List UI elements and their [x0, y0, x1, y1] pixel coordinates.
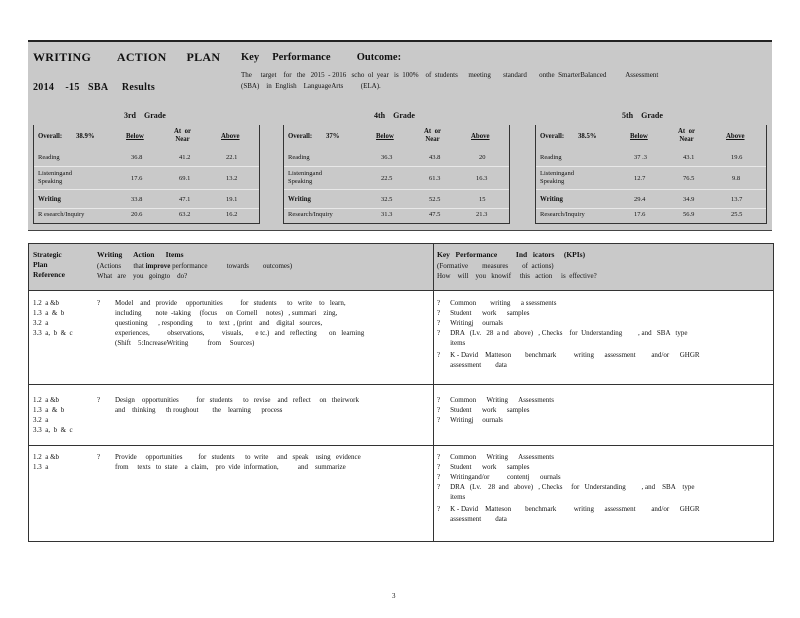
col-above: Above [471, 133, 490, 140]
grade-4-title: 4th Grade [374, 111, 415, 120]
row-3-action: Provide opportunities for students to write and speak using evidence from texts to state a claim, pro vide information, and summarize [115, 453, 361, 471]
table-row: Reading 36.3 43.8 20 [284, 151, 509, 167]
col-at-near: At or Near [424, 128, 441, 143]
table-row: Listeningand Speaking 12.7 76.5 9.8 [536, 169, 766, 190]
grade-4-table [283, 125, 510, 224]
grade-3-table [33, 125, 260, 224]
kpo-text-line2: (SBA) in English LanguageArts (ELA). [241, 82, 381, 90]
sba-results-heading: 2014 -15 SBA Results [33, 82, 156, 93]
row-2-refs: 1.2 a &b 1.3 a & b 3.2 a 3.3 a, b & c [33, 396, 73, 434]
bullet-marker: ? [97, 299, 101, 307]
bullet-marker: ? [97, 396, 101, 404]
col-below: Below [630, 133, 648, 140]
table-row: Listeningand Speaking 17.6 69.1 13.2 [34, 169, 259, 190]
action-plan-table [28, 243, 774, 542]
col-writing-action-question: What are you goingto do? [97, 272, 188, 280]
col-below: Below [126, 133, 144, 140]
table-row: Research/Inquiry 17.6 56.9 25.5 [540, 211, 743, 218]
col-writing-action-items: Writing Action Items [97, 250, 184, 259]
overall-value: 37% [326, 133, 340, 140]
grade-5-table [535, 125, 767, 224]
row-2-kpis: ? Common Writing Assessments ? Student work samples ? Writingj ournals [437, 396, 554, 424]
row-1-action: Model and provide opportunities for students to write to learn, including note -taking (focus on Cornell notes) , summari zing, questioning , responding to text , (print and digital sources, experiences, observations, visuals, e tc.) and reflecting on learning (Shift 5:IncreaseWriting from Sources) [115, 299, 365, 347]
kpo-label: Key Performance Outcome: [241, 52, 402, 63]
col-above: Above [726, 133, 745, 140]
table-row: Listeningand Speaking 22.5 61.3 16.3 [284, 169, 509, 190]
col-above: Above [221, 133, 240, 140]
table-row: Writing 32.5 52.5 15 [284, 193, 509, 209]
table-row: Writing 33.8 47.1 19.1 [34, 193, 259, 209]
column-divider [433, 244, 434, 541]
table-header [29, 244, 773, 291]
col-at-near: At or Near [678, 128, 695, 143]
page-number: 3 [392, 592, 396, 600]
col-below: Below [376, 133, 394, 140]
col-kpis-question: How will you knowif this action is effective? [437, 272, 597, 280]
row-2-action: Design opportunities for students to revise and reflect on theirwork and thinking th roughout the learning process [115, 396, 359, 414]
page-title: WRITING ACTION PLAN [33, 50, 221, 64]
row-1-refs: 1.2 a &b 1.3 a & b 3.2 a 3.3 a, b & c [33, 299, 73, 337]
col-writing-action-sub: (Actions that improve performance towards outcomes) [97, 262, 293, 270]
grade-3-title: 3rd Grade [124, 111, 166, 120]
row-divider [29, 445, 773, 446]
row-1-kpis: ? Common writing a ssessments ? Student work samples ? Writingj ournals ? DRA (Lv. 28 a nd above) , Checks for Understanding , and SBA type items ? K - David Matteson benchmark writing assessment and/or GHGR assessment data [437, 299, 700, 369]
kpo-text-line1: The target for the 2015 - 2016 scho ol year is 100% of students meeting standard onthe SmarterBalanced Assessment [241, 71, 659, 79]
bullet-marker: ? [97, 453, 101, 461]
grade-5-title: 5th Grade [622, 111, 663, 120]
overall-label: Overall: [288, 133, 313, 140]
col-at-near: At or Near [174, 128, 191, 143]
overall-label: Overall: [38, 133, 63, 140]
overall-value: 38.5% [578, 133, 597, 140]
col-kpis: Key Performance Ind icators (KPIs) [437, 250, 586, 259]
row-3-refs: 1.2 a &b 1.3 a [33, 453, 60, 471]
col-kpis-sub: (Formative measures of actions) [437, 262, 554, 270]
table-row: Research/Inquiry 31.3 47.5 21.3 [288, 211, 488, 218]
overall-value: 38.9% [76, 133, 95, 140]
table-row: R esearch/Inquiry 20.6 63.2 16.2 [38, 211, 238, 218]
col-strategic-plan-reference: Strategic Plan Reference [33, 250, 65, 279]
overall-label: Overall: [540, 133, 565, 140]
table-row: Reading 36.8 41.2 22.1 [34, 151, 259, 167]
table-row: Writing 29.4 34.9 13.7 [536, 193, 766, 209]
row-3-kpis: ? Common Writing Assessments ? Student work samples ? Writingand/or contentj ournals ? DRA (Lv. 28 and above) , Checks for Understanding , and SBA type items ? K - David Matteson benchmark writing assessment and/or GHGR assessment data [437, 453, 700, 523]
table-row: Reading 37 .3 43.1 19.6 [536, 151, 766, 167]
row-divider [29, 384, 773, 385]
